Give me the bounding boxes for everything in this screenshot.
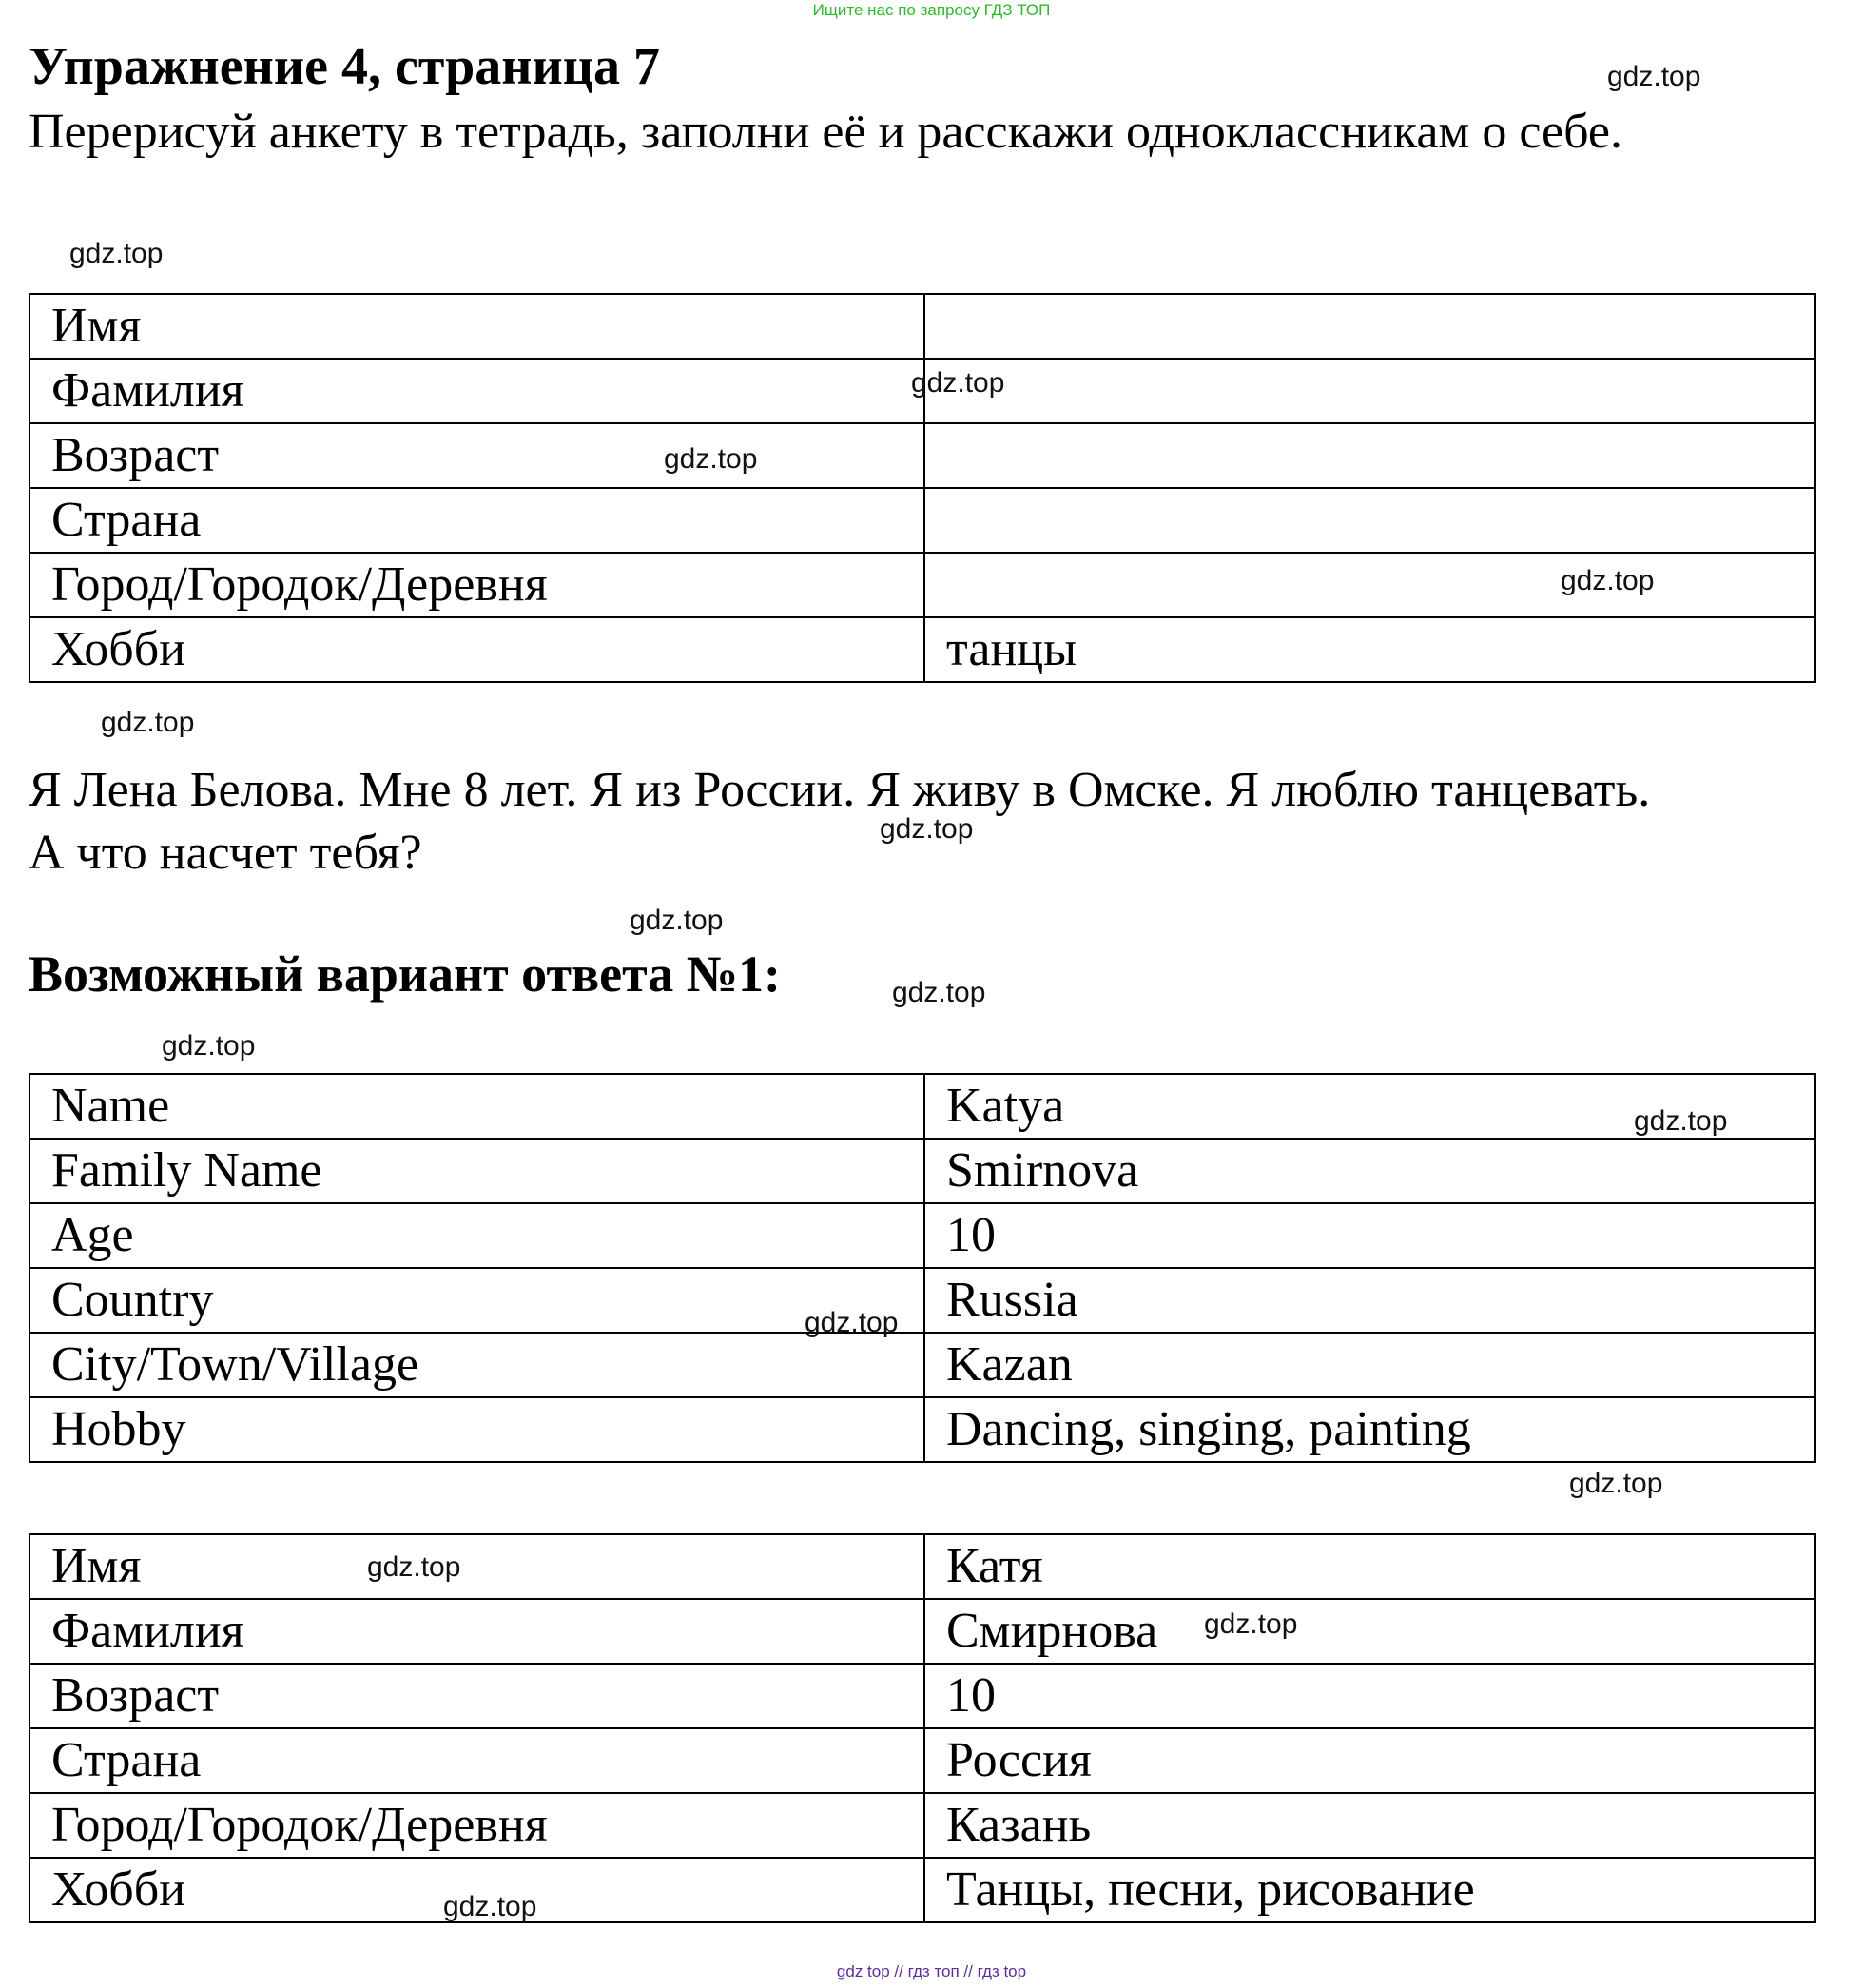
table-row	[29, 1664, 1815, 1728]
row-label: Country	[29, 1268, 924, 1333]
table-row	[29, 1534, 1815, 1599]
sample-line-1: Я Лена Белова. Мне 8 лет. Я из России. Я живу в Омске. Я люблю танцевать.	[29, 763, 1651, 817]
watermark: gdz.top	[1607, 61, 1701, 92]
row-label: City/Town/Village	[29, 1333, 924, 1397]
row-value: танцы	[924, 617, 1815, 682]
table-row	[29, 617, 1815, 682]
table-row	[29, 294, 1815, 359]
table-row	[29, 488, 1815, 553]
table-row	[29, 1074, 1815, 1139]
questionnaire-table-english	[29, 1073, 1816, 1463]
search-banner: Ищите нас по запросу ГДЗ ТОП	[812, 1, 1051, 19]
watermark: gdz.top	[101, 707, 195, 738]
table-row	[29, 1397, 1815, 1462]
table-row	[29, 1333, 1815, 1397]
watermark: gdz.top	[162, 1030, 256, 1062]
row-label: Family Name	[29, 1139, 924, 1203]
row-label: Name	[29, 1074, 924, 1139]
row-value: 10	[924, 1664, 1815, 1728]
answer-heading: Возможный вариант ответа №1:	[29, 945, 782, 1003]
row-value: 10	[924, 1203, 1815, 1268]
row-label: Имя	[29, 1534, 924, 1599]
row-value	[924, 553, 1815, 617]
row-value: Смирнова	[924, 1599, 1815, 1664]
watermark: gdz.top	[805, 1307, 899, 1338]
row-label: Имя	[29, 294, 924, 359]
row-value	[924, 294, 1815, 359]
table-row	[29, 423, 1815, 488]
table-row	[29, 1858, 1815, 1922]
row-label: Возраст	[29, 423, 924, 488]
table-row	[29, 1268, 1815, 1333]
row-label: Hobby	[29, 1397, 924, 1462]
row-label: Хобби	[29, 617, 924, 682]
row-label: Age	[29, 1203, 924, 1268]
questionnaire-table-blank	[29, 293, 1816, 683]
row-value	[924, 423, 1815, 488]
exercise-title: Упражнение 4, страница 7	[29, 37, 661, 96]
table-row	[29, 1728, 1815, 1793]
watermark: gdz.top	[1561, 565, 1655, 596]
watermark: gdz.top	[1569, 1468, 1663, 1499]
table-row	[29, 1139, 1815, 1203]
questionnaire-table-russian	[29, 1533, 1816, 1923]
watermark: gdz.top	[1204, 1608, 1298, 1640]
table-row	[29, 553, 1815, 617]
row-label: Фамилия	[29, 1599, 924, 1664]
watermark: gdz.top	[880, 813, 974, 845]
row-value: Kazan	[924, 1333, 1815, 1397]
row-value: Казань	[924, 1793, 1815, 1858]
row-label: Страна	[29, 488, 924, 553]
row-value: Smirnova	[924, 1139, 1815, 1203]
row-value	[924, 488, 1815, 553]
watermark: gdz.top	[630, 905, 724, 936]
row-label: Хобби	[29, 1858, 924, 1922]
watermark: gdz.top	[367, 1551, 461, 1583]
table-row	[29, 1599, 1815, 1664]
row-label: Город/Городок/Деревня	[29, 1793, 924, 1858]
row-label: Город/Городок/Деревня	[29, 553, 924, 617]
sample-line-2: А что насчет тебя?	[29, 826, 422, 880]
row-value: Dancing, singing, painting	[924, 1397, 1815, 1462]
row-value: Katya	[924, 1074, 1815, 1139]
watermark: gdz.top	[1634, 1105, 1728, 1137]
row-value: Катя	[924, 1534, 1815, 1599]
watermark: gdz.top	[892, 977, 986, 1008]
row-value: Танцы, песни, рисование	[924, 1858, 1815, 1922]
exercise-instruction: Перерисуй анкету в тетрадь, заполни её и расскажи одноклассникам о себе.	[29, 105, 1622, 159]
watermark: gdz.top	[443, 1891, 537, 1922]
watermark: gdz.top	[664, 443, 758, 475]
row-label: Фамилия	[29, 359, 924, 423]
row-label: Возраст	[29, 1664, 924, 1728]
row-value	[924, 359, 1815, 423]
watermark: gdz.top	[69, 238, 164, 269]
row-value: Россия	[924, 1728, 1815, 1793]
row-label: Страна	[29, 1728, 924, 1793]
table-row	[29, 1203, 1815, 1268]
table-row	[29, 1793, 1815, 1858]
watermark: gdz.top	[911, 367, 1005, 399]
footer-links: gdz top // гдз топ // гдз top	[836, 1962, 1027, 1980]
row-value: Russia	[924, 1268, 1815, 1333]
